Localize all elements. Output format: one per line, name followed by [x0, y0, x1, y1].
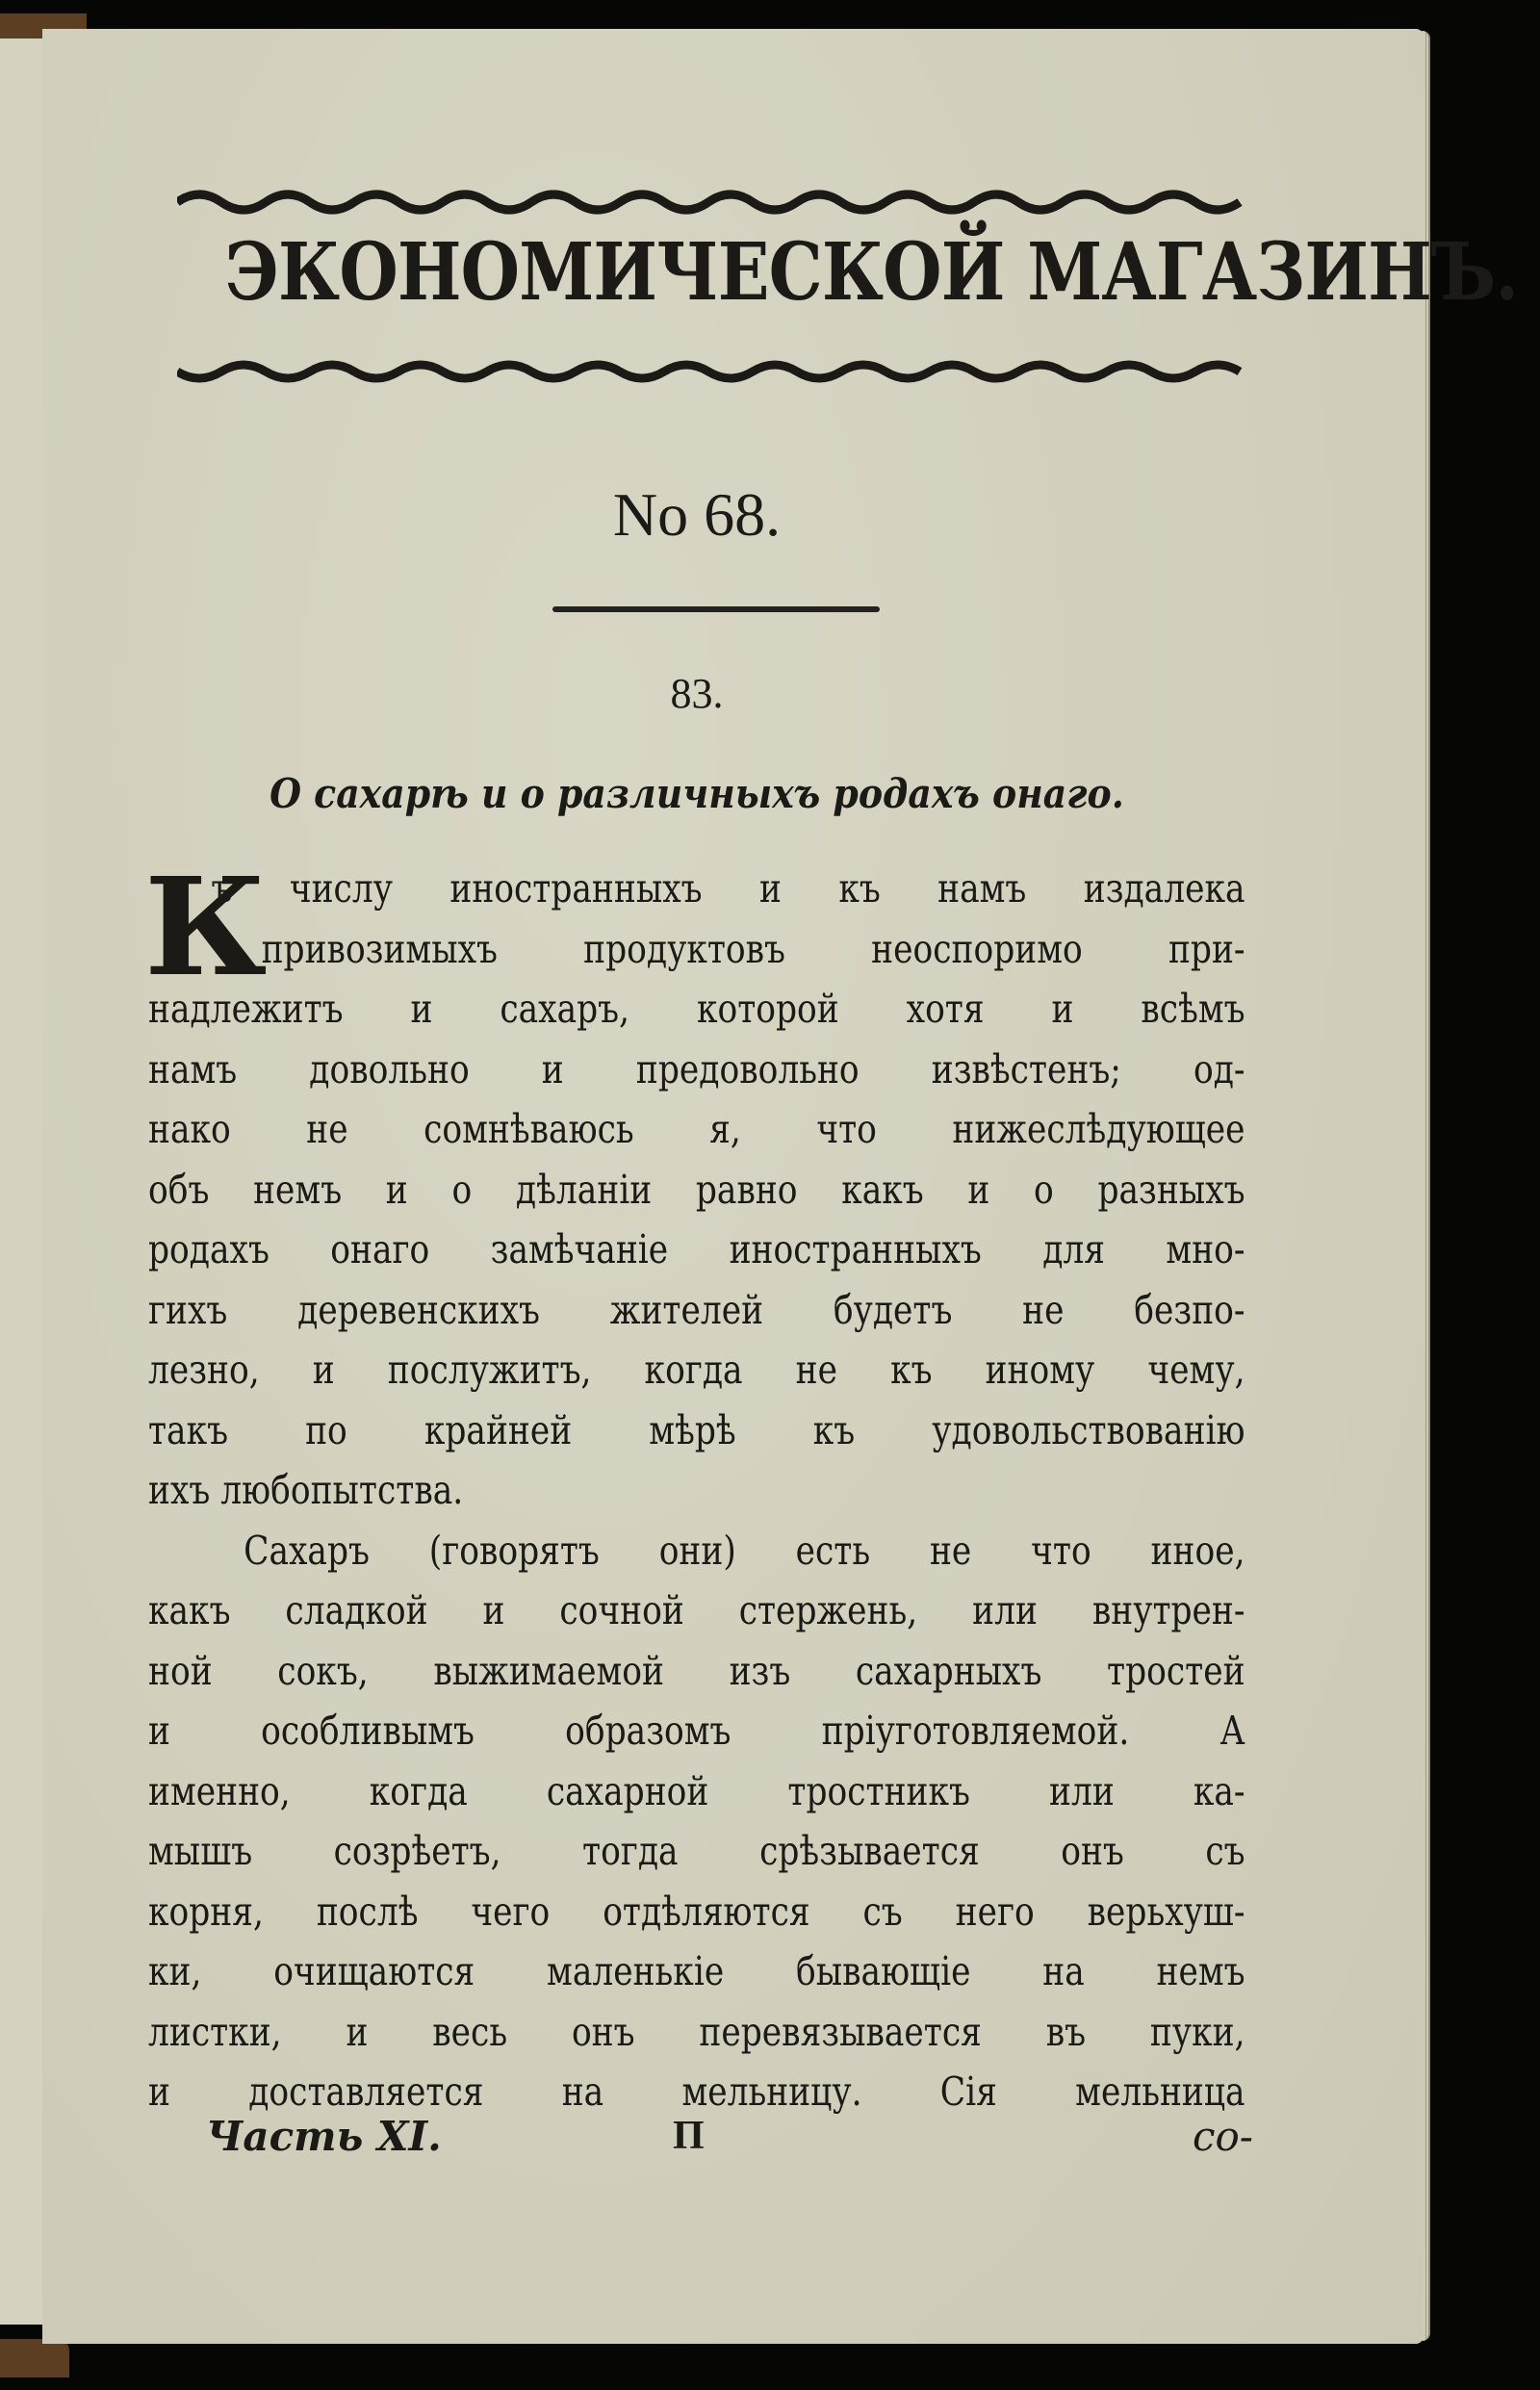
article-title: О сахарѣ и о различныхъ родахъ онаго.: [270, 770, 1124, 817]
text-line: ки, очищаются маленькіе бывающіе на немъ: [148, 1948, 1245, 1994]
divider-rule: [552, 606, 880, 612]
text-line: намъ довольно и предовольно извѣстенъ; од-: [148, 1045, 1245, 1092]
book-page: [42, 29, 1519, 2344]
text-line: привозимыхъ продуктовъ неоспоримо при-: [261, 925, 1245, 972]
issue-number: No 68.: [612, 480, 782, 549]
text-line: нако не сомнѣваюсь я, что нижеслѣдующее: [148, 1106, 1245, 1152]
text-line: мышъ созрѣетъ, тогда срѣзывается онъ съ: [148, 1828, 1245, 1874]
text-line: родахъ онаго замѣчаніе иностранныхъ для мно-: [148, 1226, 1245, 1272]
ornament-rule-top: [177, 183, 1245, 216]
volume-part-label: Часть XI.: [206, 2113, 442, 2160]
text-line: Сахаръ (говорятъ они) есть не что иное,: [244, 1527, 1245, 1574]
text-line: листки, и весь онъ перевязывается въ пуки,: [148, 2008, 1245, 2055]
wave-ornament-icon: [177, 183, 1245, 216]
text-line: корня, послѣ чего отдѣляются съ него верьхуш-: [148, 1888, 1245, 1935]
text-line: ной сокъ, выжимаемой изъ сахарныхъ тростей: [148, 1647, 1245, 1694]
text-line: объ немъ и о дѣланіи равно какъ и о разныхъ: [148, 1166, 1245, 1213]
page-footer: [148, 2113, 1253, 2171]
text-line: ъ числу иностранныхъ и къ намъ издалека: [211, 865, 1245, 912]
text-line: такъ по крайней мѣрѣ къ удовольствованію: [148, 1406, 1245, 1453]
ornament-rule-bottom: [177, 356, 1245, 389]
catchword: со-: [1193, 2113, 1253, 2160]
text-line: лезно, и послужитъ, когда не къ иному чему,: [148, 1347, 1245, 1393]
article-body: [144, 849, 1245, 2122]
book-spine-bottom: [0, 2339, 69, 2377]
text-line: гихъ деревенскихъ жителей будетъ не безпо-: [148, 1286, 1245, 1333]
facing-page-edge: [0, 39, 45, 2325]
wave-ornament-icon: [177, 356, 1245, 389]
text-line: именно, когда сахарной тростникъ или ка-: [148, 1767, 1245, 1814]
text-line: ихъ любопытства.: [148, 1467, 464, 1513]
drop-cap: К: [144, 849, 268, 1007]
magazine-masthead: ЭКОНОМИЧЕСКОЙ МАГАЗИНЪ.: [224, 226, 1519, 319]
section-number: 83.: [670, 670, 724, 717]
text-line: и особливымъ образомъ пріуготовляемой. А: [148, 1708, 1245, 1754]
text-line: какъ сладкой и сочной стержень, или внутрен-: [148, 1587, 1245, 1633]
signature-mark: П: [673, 2114, 705, 2158]
text-line: надлежитъ и сахаръ, которой хотя и всѣмъ: [148, 986, 1245, 1032]
text-line: и доставляется на мельницу. Сія мельница: [148, 2069, 1245, 2115]
